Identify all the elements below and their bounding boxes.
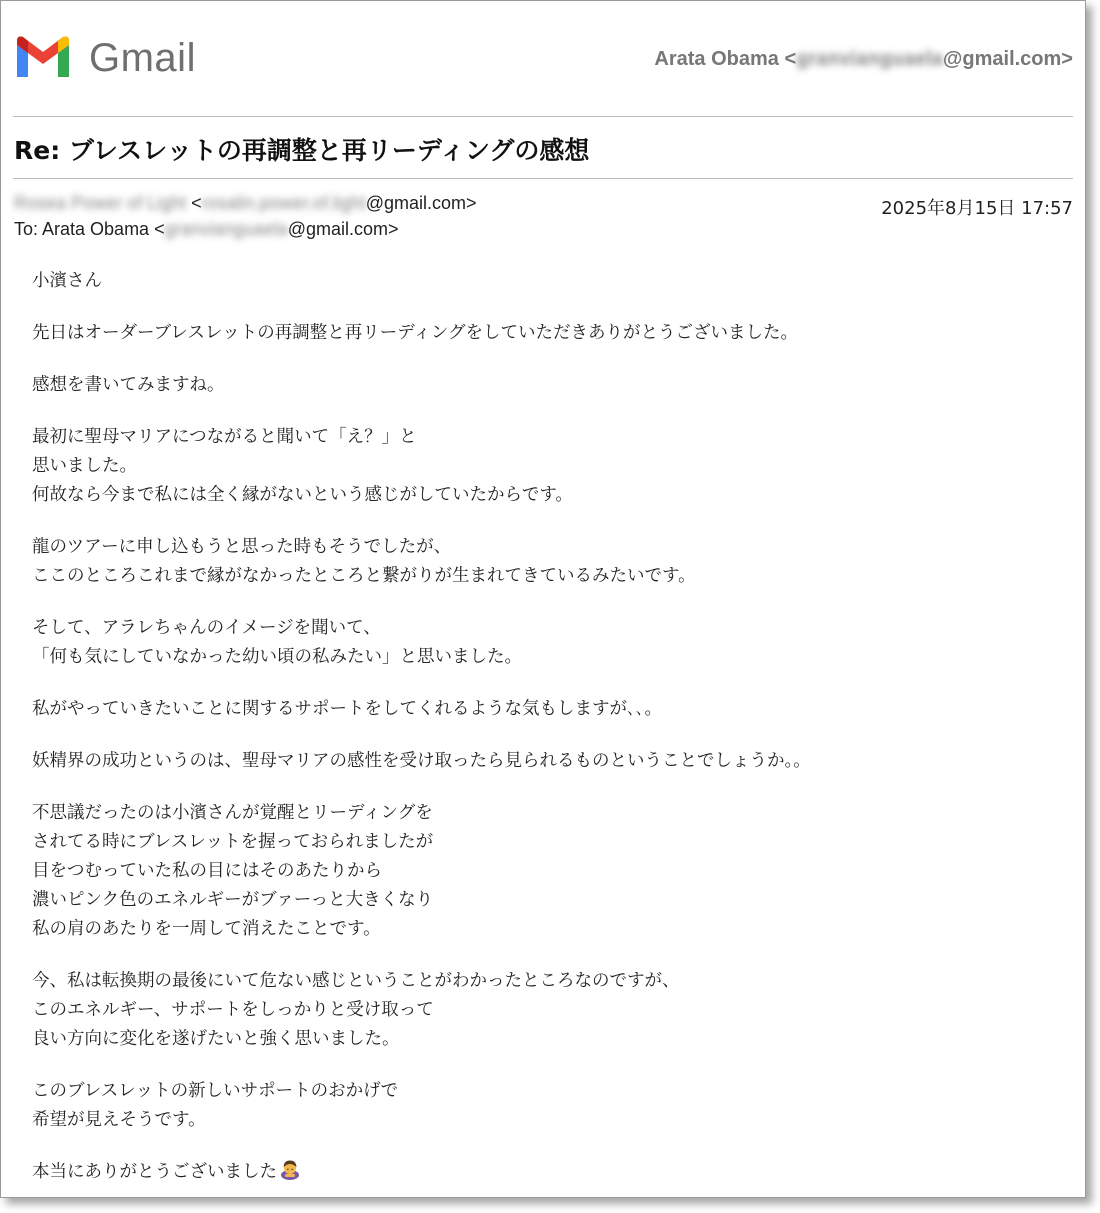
body-paragraph — [32, 614, 1062, 672]
gmail-wordmark: Gmail — [89, 36, 196, 80]
body-line: 「何も気にしていなかった幼い頃の私みたい」と思いました。 — [32, 647, 522, 667]
body-line: このエネルギー、サポートをしっかりと受け取って — [32, 1000, 434, 1020]
body-paragraph — [32, 533, 1062, 591]
recipient-line — [14, 219, 399, 240]
body-line: このブレスレットの新しいサポートのおかげで — [32, 1081, 399, 1101]
body-paragraph — [32, 319, 1062, 348]
body-line: 最初に聖母マリアにつながると聞いて「え？」と — [32, 427, 417, 447]
recipient-email-redacted: granvianguaela — [164, 219, 288, 239]
recipient-bracket: < — [149, 219, 165, 239]
body-paragraph — [32, 371, 1062, 400]
closing-text: 本当にありがとうございました — [32, 1162, 277, 1182]
body-line: 不思議だったのは小濱さんが覚醒とリーディングを — [32, 803, 433, 823]
body-line: 先日はオーダーブレスレットの再調整と再リーディングをしていただきありがとうございました。 — [32, 323, 798, 343]
header-divider — [13, 116, 1073, 117]
body-paragraph — [32, 799, 1062, 944]
recipient-email-domain: @gmail.com> — [287, 219, 399, 239]
body-line: ここのところこれまで縁がなかったところと繋がりが生まれてきているみたいです。 — [32, 566, 696, 586]
subject-divider — [13, 178, 1073, 179]
recipient-label: To: Arata Obama — [14, 219, 150, 239]
body-line: 良い方向に変化を遂げたいと強く思いました。 — [32, 1029, 400, 1049]
body-paragraph — [32, 1158, 1062, 1190]
sender-email-domain: @gmail.com> — [365, 193, 477, 213]
account-email-domain: @gmail.com> — [942, 48, 1073, 70]
email-subject: Re: ブレスレットの再調整と再リーディングの感想 — [14, 136, 590, 165]
email-body — [32, 267, 1062, 1213]
body-line: 何故なら今まで私には全く縁がないという感じがしていたからです。 — [32, 485, 573, 505]
gmail-m-icon — [13, 35, 73, 81]
account-header — [654, 48, 1073, 71]
sender-line — [14, 193, 477, 214]
body-closing-line — [32, 1158, 1062, 1190]
body-line: 思いました。 — [32, 456, 137, 476]
body-line: 濃いピンク色のエネルギーがブァーっと大きくなり — [32, 890, 434, 910]
body-line: そして、アラレちゃんのイメージを聞いて、 — [32, 618, 381, 638]
person-bowing-emoji-icon — [279, 1158, 301, 1190]
body-paragraph — [32, 747, 1062, 776]
body-line: 私がやっていきたいことに関するサポートをしてくれるような気もしますが､､。 — [32, 699, 662, 719]
body-line: 小濱さん — [32, 271, 102, 291]
body-paragraph — [32, 695, 1062, 724]
body-paragraph — [32, 1077, 1062, 1135]
body-line: 目をつむっていた私の目にはそのあたりから — [32, 861, 382, 881]
sender-bracket: < — [186, 193, 202, 213]
body-paragraph — [32, 267, 1062, 296]
body-line: 私の肩のあたりを一周して消えたことです。 — [32, 919, 381, 939]
body-paragraph — [32, 967, 1062, 1054]
body-paragraph — [32, 423, 1062, 510]
body-line: 感想を書いてみますね。 — [32, 375, 225, 395]
body-line: 今、私は転換期の最後にいて危ない感じということがわかったところなのですが、 — [32, 971, 680, 991]
body-line: 希望が見えそうです。 — [32, 1110, 206, 1130]
sender-name-redacted: Rosea Power of Light — [14, 193, 187, 213]
body-line: 妖精界の成功というのは、聖母マリアの感性を受け取ったら見られるものということでしょうか｡。 — [32, 751, 811, 771]
account-email-redacted: granvianguaela — [796, 48, 943, 70]
account-name: Arata Obama — [654, 48, 779, 70]
body-line: 龍のツアーに申し込もうと思った時もそうでしたが、 — [32, 537, 452, 557]
body-line: されてる時にブレスレットを握っておられましたが — [32, 832, 434, 852]
gmail-logo[interactable] — [13, 35, 196, 81]
email-date: 2025年8月15日 17:57 — [881, 198, 1073, 219]
sender-email-redacted: rosalin.power.of.light — [201, 193, 366, 213]
account-bracket: < — [778, 48, 797, 70]
